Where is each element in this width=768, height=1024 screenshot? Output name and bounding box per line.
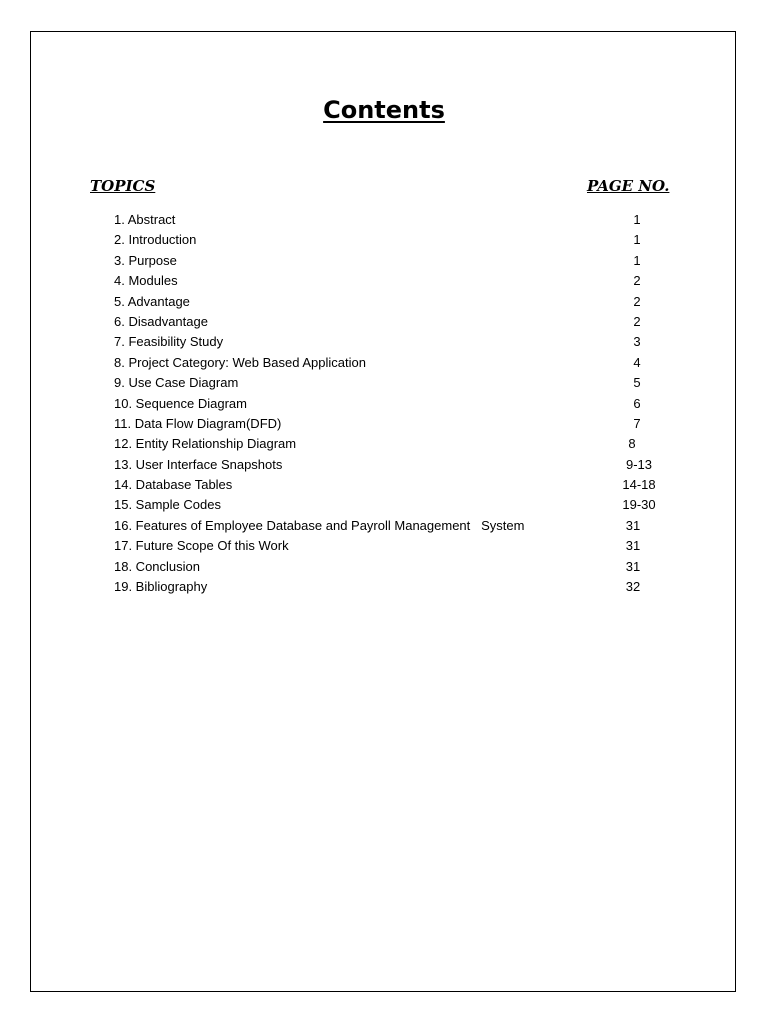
toc-row: [0, 579, 768, 599]
toc-page-number: 3: [633, 334, 641, 350]
toc-row: [0, 375, 768, 395]
toc-row: [0, 232, 768, 252]
toc-page-number: 1: [633, 212, 641, 227]
toc-page-number: 2: [633, 273, 641, 289]
toc-topic: 17. Future Scope Of this Work: [114, 538, 289, 554]
toc-row: [0, 457, 768, 477]
toc-page-number: 2: [633, 313, 641, 329]
toc-row: [0, 253, 768, 273]
toc-page-number: 6: [633, 395, 641, 411]
toc-row: [0, 497, 768, 517]
toc-topic: 7. Feasibility Study: [114, 334, 224, 350]
topics-header: TOPICS: [90, 177, 156, 195]
toc-topic: 6. Disadvantage: [114, 313, 208, 329]
toc-topic: 11. Data Flow Diagram(DFD): [114, 415, 282, 431]
toc-page-number: 31: [625, 538, 641, 554]
toc-row: [0, 273, 768, 293]
toc-page-number: 14-18: [622, 477, 656, 493]
toc-topic: 10. Sequence Diagram: [114, 395, 247, 411]
toc-topic: 16. Features of Employee Database and Payroll Management System: [114, 517, 525, 533]
toc-page-number: 31: [625, 558, 641, 574]
toc-topic: 14. Database Tables: [114, 477, 233, 493]
page-no-header: PAGE NO.: [587, 177, 670, 195]
toc-page-number: 1: [633, 252, 641, 268]
toc-row: [0, 314, 768, 334]
toc-page-number: 32: [625, 579, 641, 595]
toc-row: [0, 559, 768, 579]
toc-page-number: 19-30: [622, 497, 656, 513]
toc-topic: 9. Use Case Diagram: [114, 375, 239, 391]
toc-row: [0, 212, 768, 232]
toc-topic: 15. Sample Codes: [114, 497, 221, 513]
toc-topic: 13. User Interface Snapshots: [114, 456, 283, 472]
toc-topic: 3. Purpose: [114, 252, 177, 268]
toc-topic: 12. Entity Relationship Diagram: [114, 436, 297, 452]
toc-page-number: 9-13: [625, 456, 653, 472]
toc-row: [0, 334, 768, 354]
toc-topic: 18. Conclusion: [114, 558, 200, 574]
toc-page-number: 1: [633, 232, 641, 248]
toc-list: [0, 212, 768, 599]
toc-topic: 19. Bibliography: [114, 579, 208, 595]
toc-page-number: 8: [628, 436, 636, 452]
toc-topic: 2. Introduction: [114, 232, 197, 248]
toc-row: [0, 416, 768, 436]
toc-row: [0, 518, 768, 538]
toc-row: [0, 396, 768, 416]
toc-row: [0, 477, 768, 497]
toc-page-number: 7: [633, 415, 641, 431]
toc-page-number: 5: [633, 375, 641, 391]
toc-page-number: 31: [625, 517, 641, 533]
toc-topic: 1. Abstract: [114, 212, 176, 227]
toc-page-number: 2: [633, 293, 641, 309]
toc-page-number: 4: [633, 354, 641, 370]
toc-topic: 8. Project Category: Web Based Application: [114, 354, 366, 370]
toc-topic: 4. Modules: [114, 273, 178, 289]
toc-row: [0, 355, 768, 375]
toc-row: [0, 538, 768, 558]
toc-row: [0, 294, 768, 314]
toc-topic: 5. Advantage: [114, 293, 190, 309]
toc-row: [0, 436, 768, 456]
page-title: Contents: [323, 96, 445, 124]
